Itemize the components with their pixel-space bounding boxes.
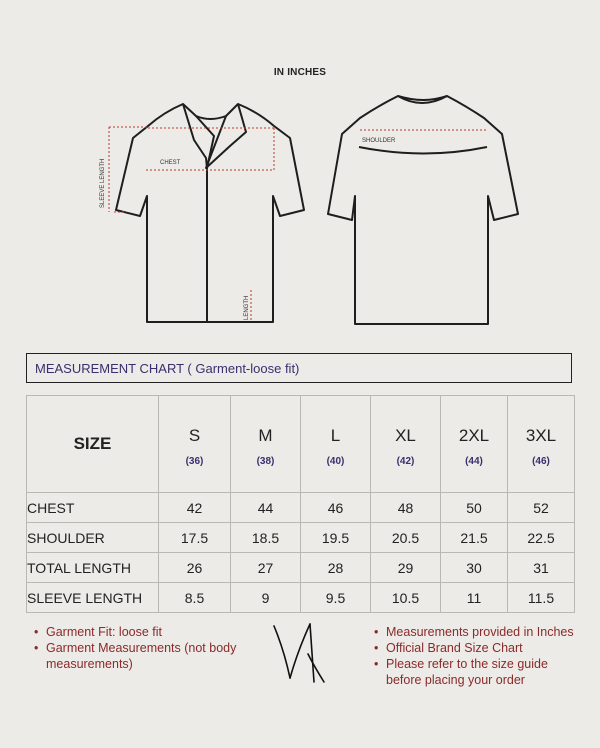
back-shoulder-label: SHOULDER bbox=[362, 138, 396, 144]
measurement-chart-title-text: MEASUREMENT CHART ( Garment-loose fit) bbox=[35, 360, 300, 376]
size-cell bbox=[371, 396, 441, 493]
table-cell: 17.5 bbox=[159, 523, 231, 553]
size-letter: S bbox=[188, 425, 201, 445]
size-letter: L bbox=[330, 425, 341, 445]
size-header-row bbox=[27, 396, 575, 493]
size-number: (44) bbox=[465, 455, 483, 467]
size-cell bbox=[441, 396, 508, 493]
table-cell: 28 bbox=[301, 553, 371, 583]
note-item: • Measurements provided in Inches bbox=[374, 624, 584, 640]
notes-left bbox=[34, 624, 244, 672]
table-cell: 46 bbox=[301, 493, 371, 523]
table-cell: 31 bbox=[508, 553, 575, 583]
table-cell: 27 bbox=[231, 553, 301, 583]
shirt-diagram bbox=[0, 0, 600, 345]
table-cell: 20.5 bbox=[371, 523, 441, 553]
table-cell: 9 bbox=[231, 583, 301, 613]
table-cell: 10.5 bbox=[371, 583, 441, 613]
measurement-chart-title bbox=[26, 353, 572, 383]
table-cell: 21.5 bbox=[441, 523, 508, 553]
note-item: • Please refer to the size guide before placing your order bbox=[374, 656, 584, 688]
front-sleeve-length-label: SLEEVE LENGTH bbox=[100, 158, 106, 208]
size-number: (36) bbox=[185, 455, 204, 467]
row-label: SLEEVE LENGTH bbox=[27, 583, 159, 613]
table-row bbox=[27, 553, 575, 583]
front-shirt-outline bbox=[116, 104, 304, 322]
front-length-label: LENGTH bbox=[244, 295, 250, 320]
table-cell: 11 bbox=[441, 583, 508, 613]
size-cell bbox=[159, 396, 231, 493]
table-row bbox=[27, 493, 575, 523]
table-cell: 52 bbox=[508, 493, 575, 523]
row-label: CHEST bbox=[27, 493, 159, 523]
table-cell: 18.5 bbox=[231, 523, 301, 553]
table-cell: 44 bbox=[231, 493, 301, 523]
table-cell: 22.5 bbox=[508, 523, 575, 553]
table-row bbox=[27, 523, 575, 553]
row-label: TOTAL LENGTH bbox=[27, 553, 159, 583]
table-cell: 26 bbox=[159, 553, 231, 583]
size-cell bbox=[301, 396, 371, 493]
table-cell: 30 bbox=[441, 553, 508, 583]
size-cell bbox=[231, 396, 301, 493]
note-item: • Official Brand Size Chart bbox=[374, 640, 584, 656]
unit-label: IN INCHES bbox=[273, 67, 327, 78]
size-cell bbox=[508, 396, 575, 493]
size-letter: XL bbox=[395, 425, 416, 445]
size-header-cell bbox=[27, 396, 159, 493]
note-item: • Garment Measurements (not body measurements) bbox=[34, 640, 244, 672]
table-cell: 42 bbox=[159, 493, 231, 523]
size-header-label: SIZE bbox=[73, 434, 112, 453]
size-number: (42) bbox=[396, 455, 415, 467]
size-letter: 2XL bbox=[458, 425, 490, 445]
brand-logo bbox=[270, 620, 330, 690]
row-label: SHOULDER bbox=[27, 523, 159, 553]
table-cell: 19.5 bbox=[301, 523, 371, 553]
size-number: (38) bbox=[256, 455, 275, 467]
size-letter: M bbox=[258, 425, 273, 445]
size-number: (46) bbox=[532, 455, 550, 467]
size-letter: 3XL bbox=[525, 425, 557, 445]
front-chest-label: CHEST bbox=[160, 160, 181, 166]
table-row bbox=[27, 583, 575, 613]
back-yoke bbox=[359, 147, 487, 154]
notes-right bbox=[374, 624, 584, 688]
table-cell: 50 bbox=[441, 493, 508, 523]
note-item: • Garment Fit: loose fit bbox=[34, 624, 244, 640]
table-cell: 29 bbox=[371, 553, 441, 583]
table-cell: 8.5 bbox=[159, 583, 231, 613]
front-collar-right bbox=[206, 104, 246, 168]
table-cell: 48 bbox=[371, 493, 441, 523]
table-cell: 9.5 bbox=[301, 583, 371, 613]
size-table bbox=[26, 395, 575, 613]
back-shirt-outline bbox=[328, 96, 518, 324]
table-cell: 11.5 bbox=[508, 583, 575, 613]
size-number: (40) bbox=[326, 455, 345, 467]
